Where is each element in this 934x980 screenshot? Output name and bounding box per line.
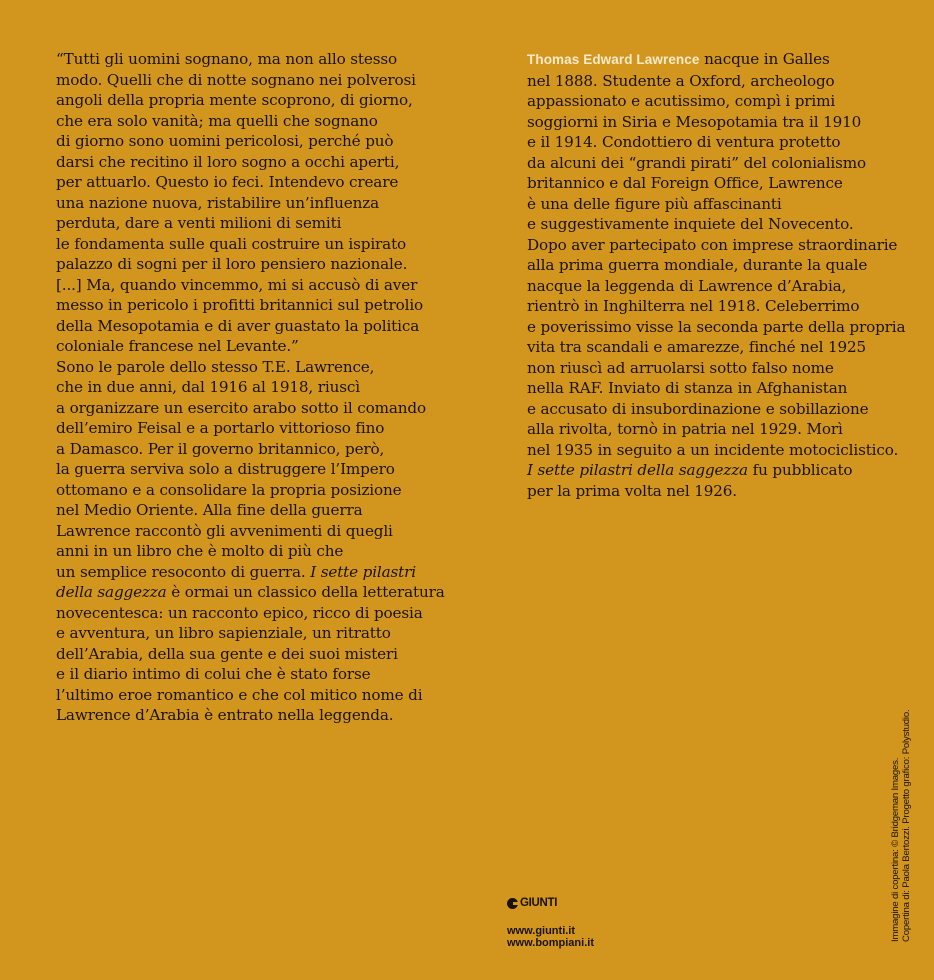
- author-bio-line: da alcuni dei “grandi pirati” del colonialismo: [527, 153, 866, 172]
- author-bio-line: nel 1888. Studente a Oxford, archeologo: [527, 71, 835, 90]
- synopsis-line: nel Medio Oriente. Alla fine della guerra: [56, 501, 363, 519]
- synopsis-line: [56, 582, 445, 603]
- author-bio-line: e suggestivamente inquiete del Novecento.: [527, 215, 854, 233]
- author-bio-line: britannico e dal Foreign Office, Lawrence: [527, 174, 843, 192]
- synopsis-line: e avventura, un libro sapienziale, un ritratto: [56, 624, 391, 642]
- book-title-italic: I sette pilastri della saggezza: [527, 461, 748, 479]
- author-bio-line: [527, 460, 879, 481]
- synopsis-line: [...] Ma, quando vincemmo, mi si accusò di aver: [56, 275, 418, 294]
- author-bio-line: vita tra scandali e amarezze, finché nel 1925: [527, 338, 867, 356]
- synopsis-line: [56, 562, 418, 583]
- synopsis-line: angoli della propria mente scoprono, di giorno,: [56, 91, 413, 109]
- author-bio-line: rientrò in Inghilterra nel 1918. Celeberrimo: [527, 297, 860, 315]
- synopsis-line: per attuarlo. Questo io feci. Intendevo creare: [56, 173, 399, 191]
- author-bio-line: alla rivolta, tornò in patria nel 1929. Morì: [527, 420, 843, 438]
- synopsis-line: una nazione nuova, ristabilire un’influenza: [56, 193, 379, 212]
- author-bio-line: nacque la leggenda di Lawrence d’Arabia,: [527, 276, 847, 295]
- synopsis-line: che in due anni, dal 1916 al 1918, riuscì: [56, 378, 360, 396]
- author-bio-line: e poverissimo visse la seconda parte della propria: [527, 317, 906, 336]
- publisher-block: [507, 897, 594, 949]
- author-bio-line: e accusato di insubordinazione e sobillazione: [527, 399, 869, 418]
- cover-credits: [890, 710, 912, 942]
- author-bio-line: Dopo aver partecipato con imprese straordinarie: [527, 235, 898, 254]
- author-bio-line: per la prima volta nel 1926.: [527, 481, 737, 500]
- synopsis-line: Lawrence raccontò gli avvenimenti di quegli: [56, 521, 393, 540]
- synopsis-line: messo in pericolo i profitti britannici sul petrolio: [56, 296, 424, 314]
- author-bio-text-run: nacque in Galles: [699, 50, 830, 68]
- synopsis-line: anni in un libro che è molto di più che: [56, 542, 344, 560]
- synopsis-line: dell’Arabia, della sua gente e dei suoi misteri: [56, 644, 398, 663]
- synopsis-line: modo. Quelli che di notte sognano nei polverosi: [56, 70, 416, 89]
- author-bio-text-run: fu pubblicato: [747, 461, 853, 479]
- synopsis-line: ottomano e a consolidare la propria posizione: [56, 480, 402, 499]
- synopsis-line: dell’emiro Feisal e a portarlo vittorioso fino: [56, 419, 385, 437]
- author-bio-text: [527, 71, 906, 461]
- bompiani-url: www.bompiani.it: [507, 937, 594, 949]
- image-credit: Immagine di copertina: © Bridgeman Images.: [890, 757, 901, 942]
- author-bio-line: alla prima guerra mondiale, durante la quale: [527, 256, 868, 274]
- author-bio-line: soggiorni in Siria e Mesopotamia tra il 1910: [527, 112, 862, 131]
- author-bio-line: non riuscì ad arruolarsi sotto falso nome: [527, 358, 834, 377]
- giunti-logo-text: GIUNTI: [520, 897, 558, 909]
- synopsis-line: Lawrence d’Arabia è entrato nella leggenda.: [56, 706, 394, 724]
- synopsis-column: [56, 49, 445, 726]
- author-bio-line: è una delle figure più affascinanti: [527, 194, 782, 213]
- author-name: Thomas Edward Lawrence: [527, 52, 700, 67]
- synopsis-line: a organizzare un esercito arabo sotto il comando: [56, 398, 426, 417]
- synopsis-line: le fondamenta sulle quali costruire un ispirato: [56, 234, 407, 253]
- synopsis-text-tail: [56, 603, 423, 726]
- synopsis-line: e il diario intimo di colui che è stato forse: [56, 665, 371, 683]
- author-bio-line: e il 1914. Condottiero di ventura protetto: [527, 133, 841, 151]
- synopsis-line: perduta, dare a venti milioni di semiti: [56, 214, 342, 232]
- book-title-italic: della saggezza: [56, 583, 167, 601]
- synopsis-text-run: un semplice resoconto di guerra.: [56, 562, 311, 581]
- giunti-logo: [507, 897, 594, 909]
- synopsis-line: della Mesopotamia e di aver guastato la politica: [56, 316, 420, 335]
- author-bio-line: nel 1935 in seguito a un incidente motociclistico.: [527, 440, 899, 459]
- giunti-logo-icon: [507, 898, 518, 909]
- synopsis-line: l’ultimo eroe romantico e che col mitico nome di: [56, 685, 423, 704]
- synopsis-line: a Damasco. Per il governo britannico, però,: [56, 439, 385, 458]
- synopsis-text: [56, 49, 426, 562]
- synopsis-line: Sono le parole dello stesso T.E. Lawrence,: [56, 357, 375, 376]
- synopsis-line: palazzo di sogni per il loro pensiero nazionale.: [56, 255, 408, 273]
- synopsis-line: coloniale francese nel Levante.”: [56, 337, 299, 355]
- author-bio-column: [527, 49, 906, 501]
- synopsis-line: che era solo vanità; ma quelli che sognano: [56, 111, 378, 130]
- author-bio-line: appassionato e acutissimo, compì i primi: [527, 92, 836, 110]
- synopsis-text-run: è ormai un classico della letteratura: [166, 583, 445, 601]
- giunti-url: www.giunti.it: [507, 925, 576, 937]
- design-credit: Copertina di: Paola Bertozzi. Progetto grafico: Polystudio.: [901, 709, 912, 942]
- book-title-italic: I sette pilastri: [310, 562, 416, 581]
- author-bio-line: nella RAF. Inviato di stanza in Afghanistan: [527, 379, 848, 397]
- author-bio-line: [527, 49, 879, 71]
- synopsis-line: “Tutti gli uomini sognano, ma non allo stesso: [56, 50, 397, 68]
- synopsis-line: la guerra serviva solo a distruggere l’Impero: [56, 460, 395, 478]
- synopsis-line: darsi che recitino il loro sogno a occhi aperti,: [56, 152, 400, 171]
- synopsis-line: di giorno sono uomini pericolosi, perché può: [56, 132, 394, 150]
- synopsis-line: novecentesca: un racconto epico, ricco di poesia: [56, 603, 423, 622]
- publisher-urls: [507, 925, 594, 949]
